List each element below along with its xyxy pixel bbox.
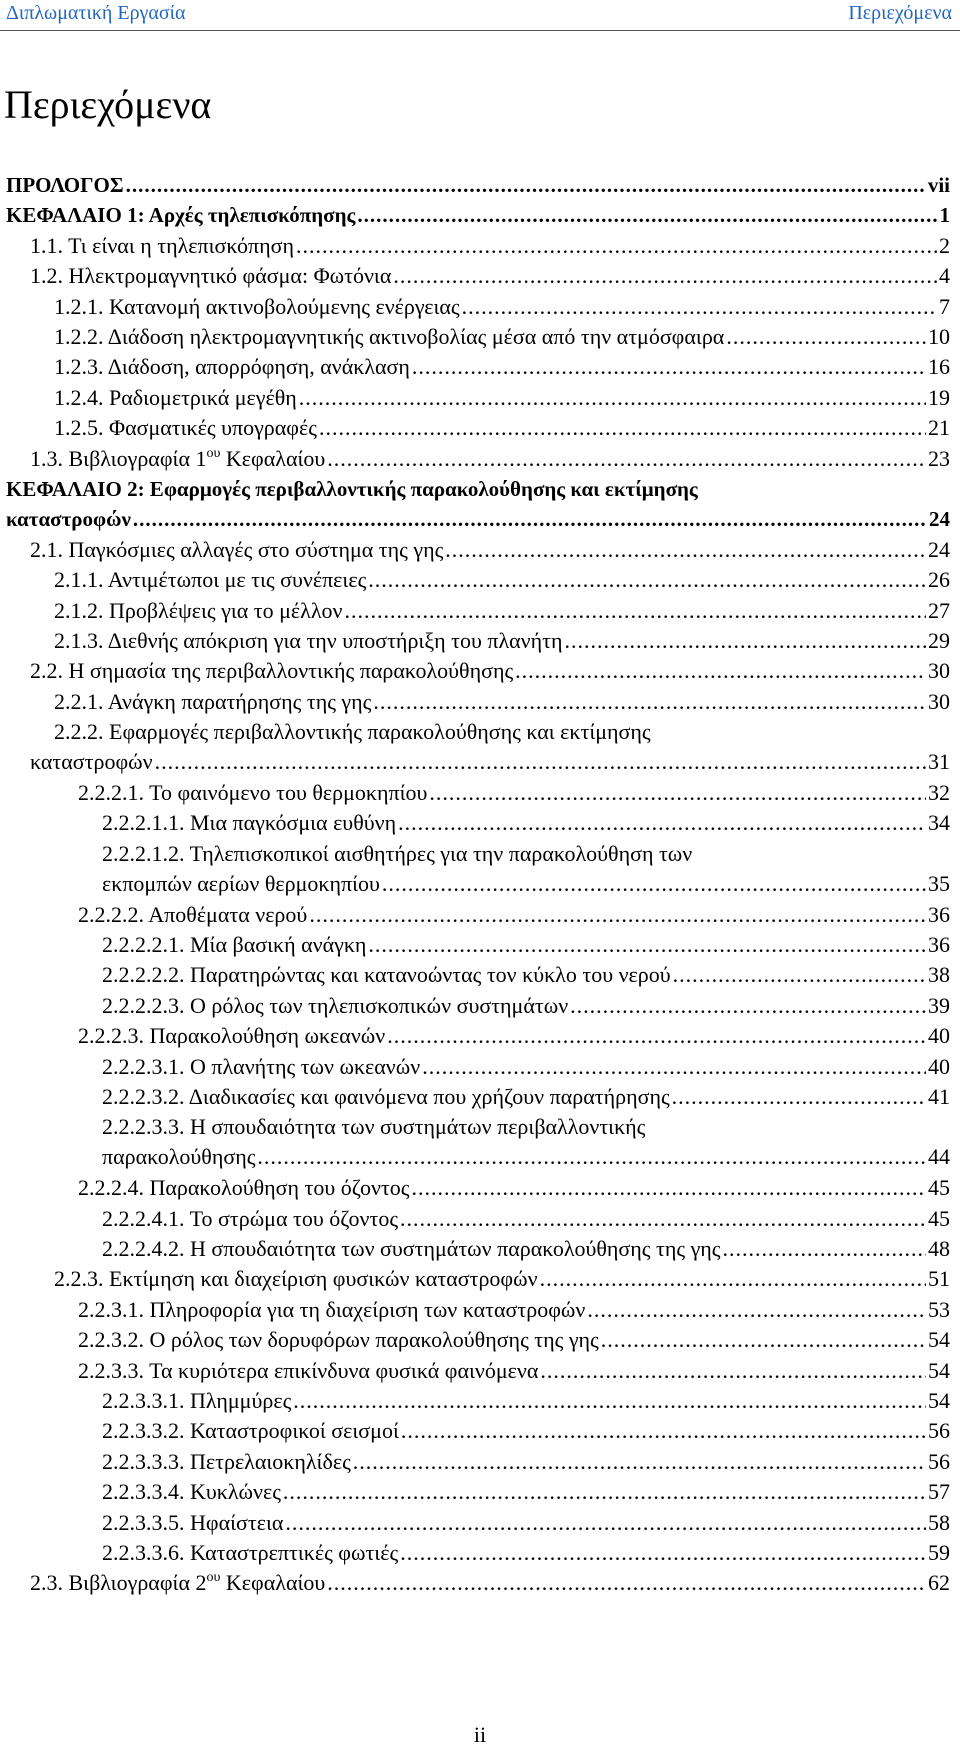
toc-entry-row: [102, 1204, 950, 1234]
toc-entry-text: 2.2.2.3.2. Διαδικασίες και φαινόμενα που χρήζουν παρατήρησης: [102, 1084, 670, 1109]
toc-entry[interactable]: [54, 322, 950, 352]
toc-dot-leader: [445, 535, 926, 565]
toc-entry-row: [78, 900, 950, 930]
toc-entry-row: [54, 1264, 950, 1294]
toc-entry-row: [78, 1356, 950, 1386]
toc-dot-leader: [353, 1447, 926, 1477]
toc-dot-leader: [285, 1508, 926, 1538]
toc-entry-title: [30, 261, 391, 291]
toc-entry-row: [54, 383, 950, 413]
toc-entry-text: 2.2.2.3. Παρακολούθηση ωκεανών: [78, 1023, 386, 1049]
toc-dot-leader: [393, 261, 937, 291]
toc-entry-title: [78, 900, 307, 930]
toc-entry-title: [78, 1295, 585, 1325]
toc-dot-leader: [540, 1264, 926, 1294]
toc-entry-title: [102, 808, 396, 838]
toc-entry-row: [30, 535, 950, 565]
toc-entry-title: [54, 626, 562, 656]
toc-entry-title: [78, 1173, 410, 1203]
toc-entry-first-line: [102, 839, 950, 869]
toc-entry[interactable]: [102, 1508, 950, 1538]
toc-entry-text: 2.1.1. Αντιμέτωποι με τις συνέπειες: [54, 567, 367, 593]
toc-page-number: 30: [928, 688, 950, 714]
toc-page-number: vii: [927, 173, 950, 197]
toc-entry[interactable]: [30, 535, 950, 565]
toc-entry-title: [6, 200, 355, 230]
toc-entry-text: 2.2.2.2. Αποθέματα νερού: [78, 901, 308, 927]
toc-entry-title: [30, 231, 294, 261]
toc-entry[interactable]: [30, 444, 950, 474]
toc-entry[interactable]: [54, 565, 950, 595]
toc-page-number: 32: [928, 780, 950, 805]
toc-page-number: 40: [928, 1053, 950, 1079]
toc-dot-leader: [319, 413, 926, 443]
toc-entry[interactable]: [102, 1234, 950, 1264]
toc-entry[interactable]: [102, 1052, 950, 1082]
toc-entry-title: [102, 1052, 420, 1082]
toc-entry-text: 2.2.3.3.5. Ηφαίστεια: [102, 1509, 284, 1535]
toc-page-number: 62: [928, 1570, 950, 1596]
toc-page-number: 29: [928, 628, 950, 653]
toc-entry-text: ΚΕΦΑΛΑΙΟ 1: Αρχές τηλεπισκόπησης: [6, 203, 356, 228]
toc-page-number: 45: [928, 1175, 950, 1201]
toc-dot-leader: [412, 352, 926, 382]
toc-dot-leader: [382, 869, 926, 899]
toc-entry-text: 1.2.4. Ραδιομετρικά μεγέθη: [54, 384, 297, 410]
toc-entry-row: [102, 1234, 950, 1264]
toc-entry-continuation: παρακολούθησης: [102, 1144, 256, 1170]
toc-dot-leader: [373, 687, 926, 717]
toc-entry-text: 2.2.3.1. Πληροφορία για τη διαχείριση των καταστροφών: [78, 1296, 586, 1322]
toc-page-number: 27: [928, 597, 950, 623]
toc-page-number: 30: [928, 658, 950, 684]
toc-entry-title: [102, 1386, 291, 1416]
toc-entry-text: 2.2.3.3.6. Καταστρεπτικές φωτιές: [102, 1540, 399, 1565]
toc-dot-leader: [462, 292, 937, 322]
toc-entry-row: [54, 352, 950, 382]
toc-entry-text: 2.2.3.3.4. Κυκλώνες: [102, 1479, 281, 1505]
toc-entry-title: [54, 1264, 538, 1294]
toc-dot-leader: [570, 991, 926, 1021]
toc-page-number: 19: [928, 384, 950, 410]
toc-entry-row: [30, 656, 950, 686]
toc-entry-text: 2.1.2. Προβλέψεις για το μέλλον: [54, 597, 343, 623]
toc-page-number: 24: [929, 507, 950, 531]
toc-entry-title: [30, 1568, 325, 1598]
toc-entry-text: 2.2.2.2.1. Μία βασική ανάγκη: [102, 932, 367, 957]
toc-dot-leader: [723, 1234, 926, 1264]
toc-entry-title: [102, 1234, 721, 1264]
toc-entry-row: [54, 596, 950, 626]
toc-entry-title: [6, 170, 124, 200]
toc-entry[interactable]: [102, 1477, 950, 1507]
toc-entry[interactable]: [102, 1082, 950, 1112]
toc-entry[interactable]: [54, 687, 950, 717]
toc-entry-title: [102, 1082, 670, 1112]
toc-page-number: 38: [928, 962, 950, 988]
toc-dot-leader: [299, 383, 926, 413]
toc-page-number: 51: [928, 1266, 950, 1292]
toc-entry-text: 2.2.2.3.3. Η σπουδαιότητα των συστημάτων περιβαλλοντικής: [102, 1114, 646, 1140]
toc-dot-leader: [587, 1295, 926, 1325]
toc-entry-title: [54, 565, 366, 595]
toc-entry-text: 2.2.1. Ανάγκη παρατήρησης της γης: [54, 688, 372, 714]
toc-dot-leader: [344, 596, 926, 626]
toc-entry[interactable]: [30, 717, 950, 778]
toc-page-number: 16: [928, 354, 950, 380]
toc-entry-title: [78, 1325, 599, 1355]
toc-page-number: 4: [939, 263, 950, 289]
toc-entry-text: 2.2.2.4.2. Η σπουδαιότητα των συστημάτων παρακολούθησης της γης: [102, 1236, 721, 1261]
toc-entry-text: 2.2.2.1.1. Μια παγκόσμια ευθύνη: [102, 810, 397, 836]
toc-entry-row: [6, 504, 950, 534]
toc-entry[interactable]: [54, 383, 950, 413]
toc-entry-title: [102, 1114, 645, 1139]
toc-entry[interactable]: [6, 474, 950, 535]
toc-page-number: 54: [928, 1388, 950, 1413]
toc-entry-title: [102, 991, 568, 1021]
toc-entry-title: [102, 930, 366, 960]
toc-entry-row: [102, 1386, 950, 1416]
toc-entry[interactable]: [102, 930, 950, 960]
toc-entry-row: [54, 413, 950, 443]
toc-dot-leader: [564, 626, 926, 656]
toc-entry[interactable]: [54, 352, 950, 382]
toc-page-number: 54: [928, 1357, 950, 1383]
header-section-title: Περιεχόμενα: [848, 2, 952, 24]
toc-dot-leader: [357, 200, 937, 230]
toc-dot-leader: [515, 656, 926, 686]
toc-dot-leader: [400, 1204, 926, 1234]
toc-page-number: 45: [928, 1205, 950, 1231]
toc-entry[interactable]: [78, 900, 950, 930]
toc-entry-continuation: καταστροφών: [30, 749, 153, 775]
toc-entry-text: 2.2.2.1.2. Τηλεπισκοπικοί αισθητήρες για την παρακολούθηση των: [102, 840, 693, 866]
toc-entry-title: [54, 352, 410, 382]
toc-entry-text: 1.2. Ηλεκτρομαγνητικό φάσμα: Φωτόνια: [30, 263, 392, 289]
toc-entry[interactable]: [30, 261, 950, 291]
page-title: Περιεχόμενα: [4, 82, 212, 127]
toc-entry-title: [54, 383, 297, 413]
toc-entry-title: [102, 1508, 283, 1538]
toc-page-number: 7: [939, 293, 950, 319]
toc-entry-first-line: [54, 717, 950, 747]
toc-entry[interactable]: [54, 1264, 950, 1294]
toc-entry-title: [102, 1477, 281, 1507]
toc-entry-text: 2.2. Η σημασία της περιβαλλοντικής παρακολούθησης: [30, 658, 514, 684]
toc-dot-leader: [257, 1142, 926, 1172]
toc-entry-text: 2.2.2.2.3. Ο ρόλος των τηλεπισκοπικών συστημάτων: [102, 992, 569, 1018]
toc-entry[interactable]: [78, 1295, 950, 1325]
toc-dot-leader: [398, 808, 926, 838]
toc-entry-row: [78, 1021, 950, 1051]
toc-entry-text: 2.2.2.1. Το φαινόμενο του θερμοκηπίου: [78, 780, 428, 805]
toc-entry-row: [102, 991, 950, 1021]
toc-entry[interactable]: [6, 200, 950, 230]
toc-dot-leader: [673, 960, 926, 990]
toc-entry-row: [102, 1142, 950, 1172]
toc-entry-row: [54, 322, 950, 352]
toc-page-number: 40: [928, 1023, 950, 1049]
toc-entry-row: [102, 1416, 950, 1446]
toc-entry-title: [102, 1416, 399, 1446]
toc-entry[interactable]: [102, 839, 950, 900]
toc-entry[interactable]: [102, 960, 950, 990]
toc-entry[interactable]: [78, 1356, 950, 1386]
toc-page-number: 39: [928, 992, 950, 1018]
toc-entry-row: [102, 1447, 950, 1477]
toc-entry-row: [78, 1295, 950, 1325]
toc-dot-leader: [726, 322, 926, 352]
toc-entry-row: [102, 1538, 950, 1568]
toc-page-number: 48: [928, 1236, 950, 1261]
toc-entry-row: [102, 869, 950, 899]
header-document-title: Διπλωματική Εργασία: [6, 2, 186, 24]
toc-entry-row: [6, 200, 950, 230]
toc-page-number: 26: [928, 567, 950, 593]
toc-dot-leader: [429, 778, 926, 808]
toc-entry[interactable]: [102, 1112, 950, 1173]
toc-page-number: 1: [939, 203, 950, 228]
toc-entry-row: [54, 565, 950, 595]
toc-entry[interactable]: [102, 1204, 950, 1234]
toc-page-number: 36: [928, 901, 950, 927]
toc-entry[interactable]: [78, 778, 950, 808]
toc-entry[interactable]: [6, 170, 950, 200]
toc-entry-text-after: Κεφαλαίου: [220, 445, 326, 471]
toc-dot-leader: [296, 231, 937, 261]
toc-entry-text: 1.3. Βιβλιογραφία 1: [30, 445, 207, 471]
toc-page-number: 2: [939, 232, 950, 258]
toc-dot-leader: [155, 747, 926, 777]
toc-entry[interactable]: [102, 1538, 950, 1568]
toc-entry-text: ΚΕΦΑΛΑΙΟ 2: Εφαρμογές περιβαλλοντικής παρακολούθησης και εκτίμησης: [6, 477, 698, 501]
toc-dot-leader: [283, 1477, 926, 1507]
toc-entry-title: [54, 719, 651, 744]
toc-page-number: 34: [928, 810, 950, 836]
toc-entry-superscript: ου: [206, 1570, 221, 1586]
toc-dot-leader: [401, 1416, 926, 1446]
toc-entry-title: [6, 477, 698, 501]
toc-page-number: 57: [928, 1479, 950, 1505]
toc-entry-row: [102, 808, 950, 838]
toc-entry-row: [6, 170, 950, 200]
toc-entry-row: [102, 1508, 950, 1538]
toc-dot-leader: [540, 1356, 926, 1386]
toc-entry-title: [102, 1204, 398, 1234]
toc-entry-text: 2.3. Βιβλιογραφία 2: [30, 1570, 207, 1596]
toc-entry-text: 1.2.2. Διάδοση ηλεκτρομαγνητικής ακτινοβολίας μέσα από την ατμόσφαιρα: [54, 324, 725, 349]
toc-entry-text: 2.2.3. Εκτίμηση και διαχείριση φυσικών καταστροφών: [54, 1266, 538, 1292]
running-header: [0, 0, 960, 30]
toc-entry-row: [30, 747, 950, 777]
toc-entry-title: [54, 322, 724, 352]
toc-entry-title: [78, 1356, 538, 1386]
toc-entry-text: 2.2.2.4. Παρακολούθηση του όζοντος: [78, 1175, 410, 1201]
toc-entry-text-after: Κεφαλαίου: [220, 1570, 326, 1596]
toc-page-number: 53: [928, 1296, 950, 1322]
toc-entry-row: [78, 778, 950, 808]
toc-entry-text: 2.2.3.3.3. Πετρελαιοκηλίδες: [102, 1448, 351, 1474]
toc-page-number: 59: [928, 1540, 950, 1565]
toc-entry-row: [30, 261, 950, 291]
toc-entry-text: 2.2.3.2. Ο ρόλος των δορυφόρων παρακολούθησης της γης: [78, 1327, 599, 1353]
toc-entry[interactable]: [54, 413, 950, 443]
toc-dot-leader: [309, 900, 926, 930]
toc-entry[interactable]: [102, 1447, 950, 1477]
toc-entry-first-line: [6, 474, 950, 504]
toc-page-number: 35: [928, 870, 950, 896]
toc-entry[interactable]: [30, 1568, 950, 1598]
toc-entry-title: [30, 656, 513, 686]
toc-entry-text: 2.2.2.2.2. Παρατηρώντας και κατανοώντας τον κύκλο του νερού: [102, 962, 671, 988]
toc-entry-text: 1.2.1. Κατανομή ακτινοβολούμενης ενέργειας: [54, 293, 460, 319]
toc-page-number: 56: [928, 1418, 950, 1444]
toc-entry-text: 2.1.3. Διεθνής απόκριση για την υποστήριξη του πλανήτη: [54, 628, 563, 653]
toc-page-number: 21: [928, 415, 950, 441]
toc-entry[interactable]: [102, 991, 950, 1021]
toc-entry-text: ΠΡΟΛΟΓΟΣ: [6, 173, 124, 197]
toc-entry-row: [54, 687, 950, 717]
toc-entry-title: [78, 1021, 385, 1051]
toc-entry-text: 1.2.3. Διάδοση, απορρόφηση, ανάκλαση: [54, 354, 410, 380]
toc-entry-row: [102, 1477, 950, 1507]
toc-page-number: 54: [928, 1327, 950, 1353]
toc-entry[interactable]: [30, 231, 950, 261]
toc-entry-text: 2.2.2.4.1. Το στρώμα του όζοντος: [102, 1205, 399, 1231]
toc-entry[interactable]: [54, 626, 950, 656]
toc-dot-leader: [387, 1021, 926, 1051]
toc-entry-title: [102, 1447, 351, 1477]
toc-entry-title: [102, 960, 671, 990]
toc-entry-title: [102, 1538, 398, 1568]
toc-entry-text: 2.2.3.3.1. Πλημμύρες: [102, 1388, 292, 1413]
toc-page-number: 41: [928, 1084, 950, 1109]
toc-entry-text: 2.1. Παγκόσμιες αλλαγές στο σύστημα της γης: [30, 536, 444, 562]
toc-entry-title: [30, 535, 443, 565]
toc-entry[interactable]: [102, 1416, 950, 1446]
toc-entry-continuation: καταστροφών: [6, 507, 131, 531]
toc-page-number: 58: [928, 1509, 950, 1535]
toc-entry-title: [102, 841, 692, 866]
toc-entry-title: [78, 778, 427, 808]
toc-entry-row: [54, 626, 950, 656]
toc-entry-text: 1.1. Τι είναι η τηλεπισκόπηση: [30, 232, 294, 258]
toc-entry[interactable]: [30, 656, 950, 686]
toc-dot-leader: [327, 444, 926, 474]
header-rule: [0, 30, 960, 31]
toc-entry-row: [78, 1173, 950, 1203]
toc-entry-first-line: [102, 1112, 950, 1142]
toc-entry-superscript: ου: [206, 445, 221, 461]
toc-entry[interactable]: [102, 1386, 950, 1416]
toc-entry[interactable]: [54, 596, 950, 626]
toc-entry-row: [102, 1052, 950, 1082]
toc-dot-leader: [672, 1082, 926, 1112]
toc-page-number: 23: [928, 445, 950, 471]
toc-dot-leader: [368, 930, 926, 960]
toc-entry-row: [30, 231, 950, 261]
toc-entry-title: [54, 413, 317, 443]
toc-entry[interactable]: [78, 1325, 950, 1355]
toc-page-number: 31: [928, 749, 950, 775]
toc-page-number: 10: [928, 324, 950, 349]
toc-dot-leader: [601, 1325, 926, 1355]
toc-dot-leader: [327, 1568, 926, 1598]
toc-entry-row: [102, 930, 950, 960]
toc-dot-leader: [126, 170, 926, 200]
toc-entry-continuation: εκπομπών αερίων θερμοκηπίου: [102, 870, 380, 896]
toc-page-number: 36: [928, 932, 950, 957]
toc-dot-leader: [422, 1052, 926, 1082]
toc-entry-text: 2.2.3.3.2. Καταστροφικοί σεισμοί: [102, 1418, 399, 1444]
toc-page-number: 44: [928, 1144, 950, 1170]
toc-dot-leader: [293, 1386, 926, 1416]
toc-entry-title: [54, 687, 371, 717]
toc-entry-row: [30, 1568, 950, 1598]
toc-entry-title: [30, 444, 325, 474]
toc-entry-row: [54, 292, 950, 322]
toc-entry-title: [54, 596, 342, 626]
toc-page-number: 24: [928, 536, 950, 562]
toc-entry[interactable]: [78, 1173, 950, 1203]
toc-dot-leader: [133, 504, 927, 534]
toc-entry-row: [30, 444, 950, 474]
toc-dot-leader: [368, 565, 926, 595]
toc-dot-leader: [412, 1173, 926, 1203]
toc-entry[interactable]: [102, 808, 950, 838]
toc-entry[interactable]: [78, 1021, 950, 1051]
toc-entry[interactable]: [54, 292, 950, 322]
toc-entry-text: 2.2.2. Εφαρμογές περιβαλλοντικής παρακολούθησης και εκτίμησης: [54, 719, 651, 745]
toc-entry-row: [102, 1082, 950, 1112]
toc-page-number: 56: [928, 1448, 950, 1474]
toc-entry-text: 1.2.5. Φασματικές υπογραφές: [54, 415, 317, 441]
toc-entry-row: [102, 960, 950, 990]
toc-entry-text: 2.2.2.3.1. Ο πλανήτης των ωκεανών: [102, 1053, 421, 1079]
toc-entry-text: 2.2.3.3. Τα κυριότερα επικίνδυνα φυσικά φαινόμενα: [78, 1357, 539, 1383]
toc-entry-title: [54, 292, 460, 322]
page-number: ii: [473, 1722, 487, 1747]
toc-dot-leader: [400, 1538, 926, 1568]
toc-entry-row: [78, 1325, 950, 1355]
